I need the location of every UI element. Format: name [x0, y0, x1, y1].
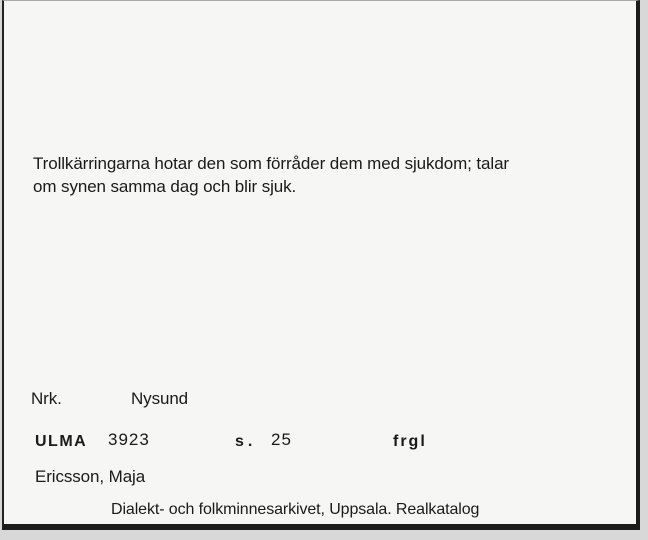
- collector-name: Ericsson, Maja: [35, 467, 146, 486]
- archive-number: 3923: [108, 430, 150, 449]
- page-label: s.: [235, 433, 257, 450]
- category-code: frgl: [393, 433, 427, 450]
- catalog-card: [2, 0, 640, 530]
- parish-value: Nysund: [131, 389, 189, 408]
- parish-label: Nrk.: [31, 389, 62, 408]
- card-body-text: [33, 152, 623, 198]
- archive-footer: Dialekt- och folkminnesarkivet, Uppsala. Realkatalog: [111, 501, 480, 518]
- body-line-2: om synen samma dag och blir sjuk.: [33, 177, 297, 196]
- page-value: 25: [271, 430, 292, 449]
- archive-code: ULMA: [35, 433, 88, 450]
- body-line-1: Trollkärringarna hotar den som förråder dem med sjukdom; talar: [33, 154, 509, 173]
